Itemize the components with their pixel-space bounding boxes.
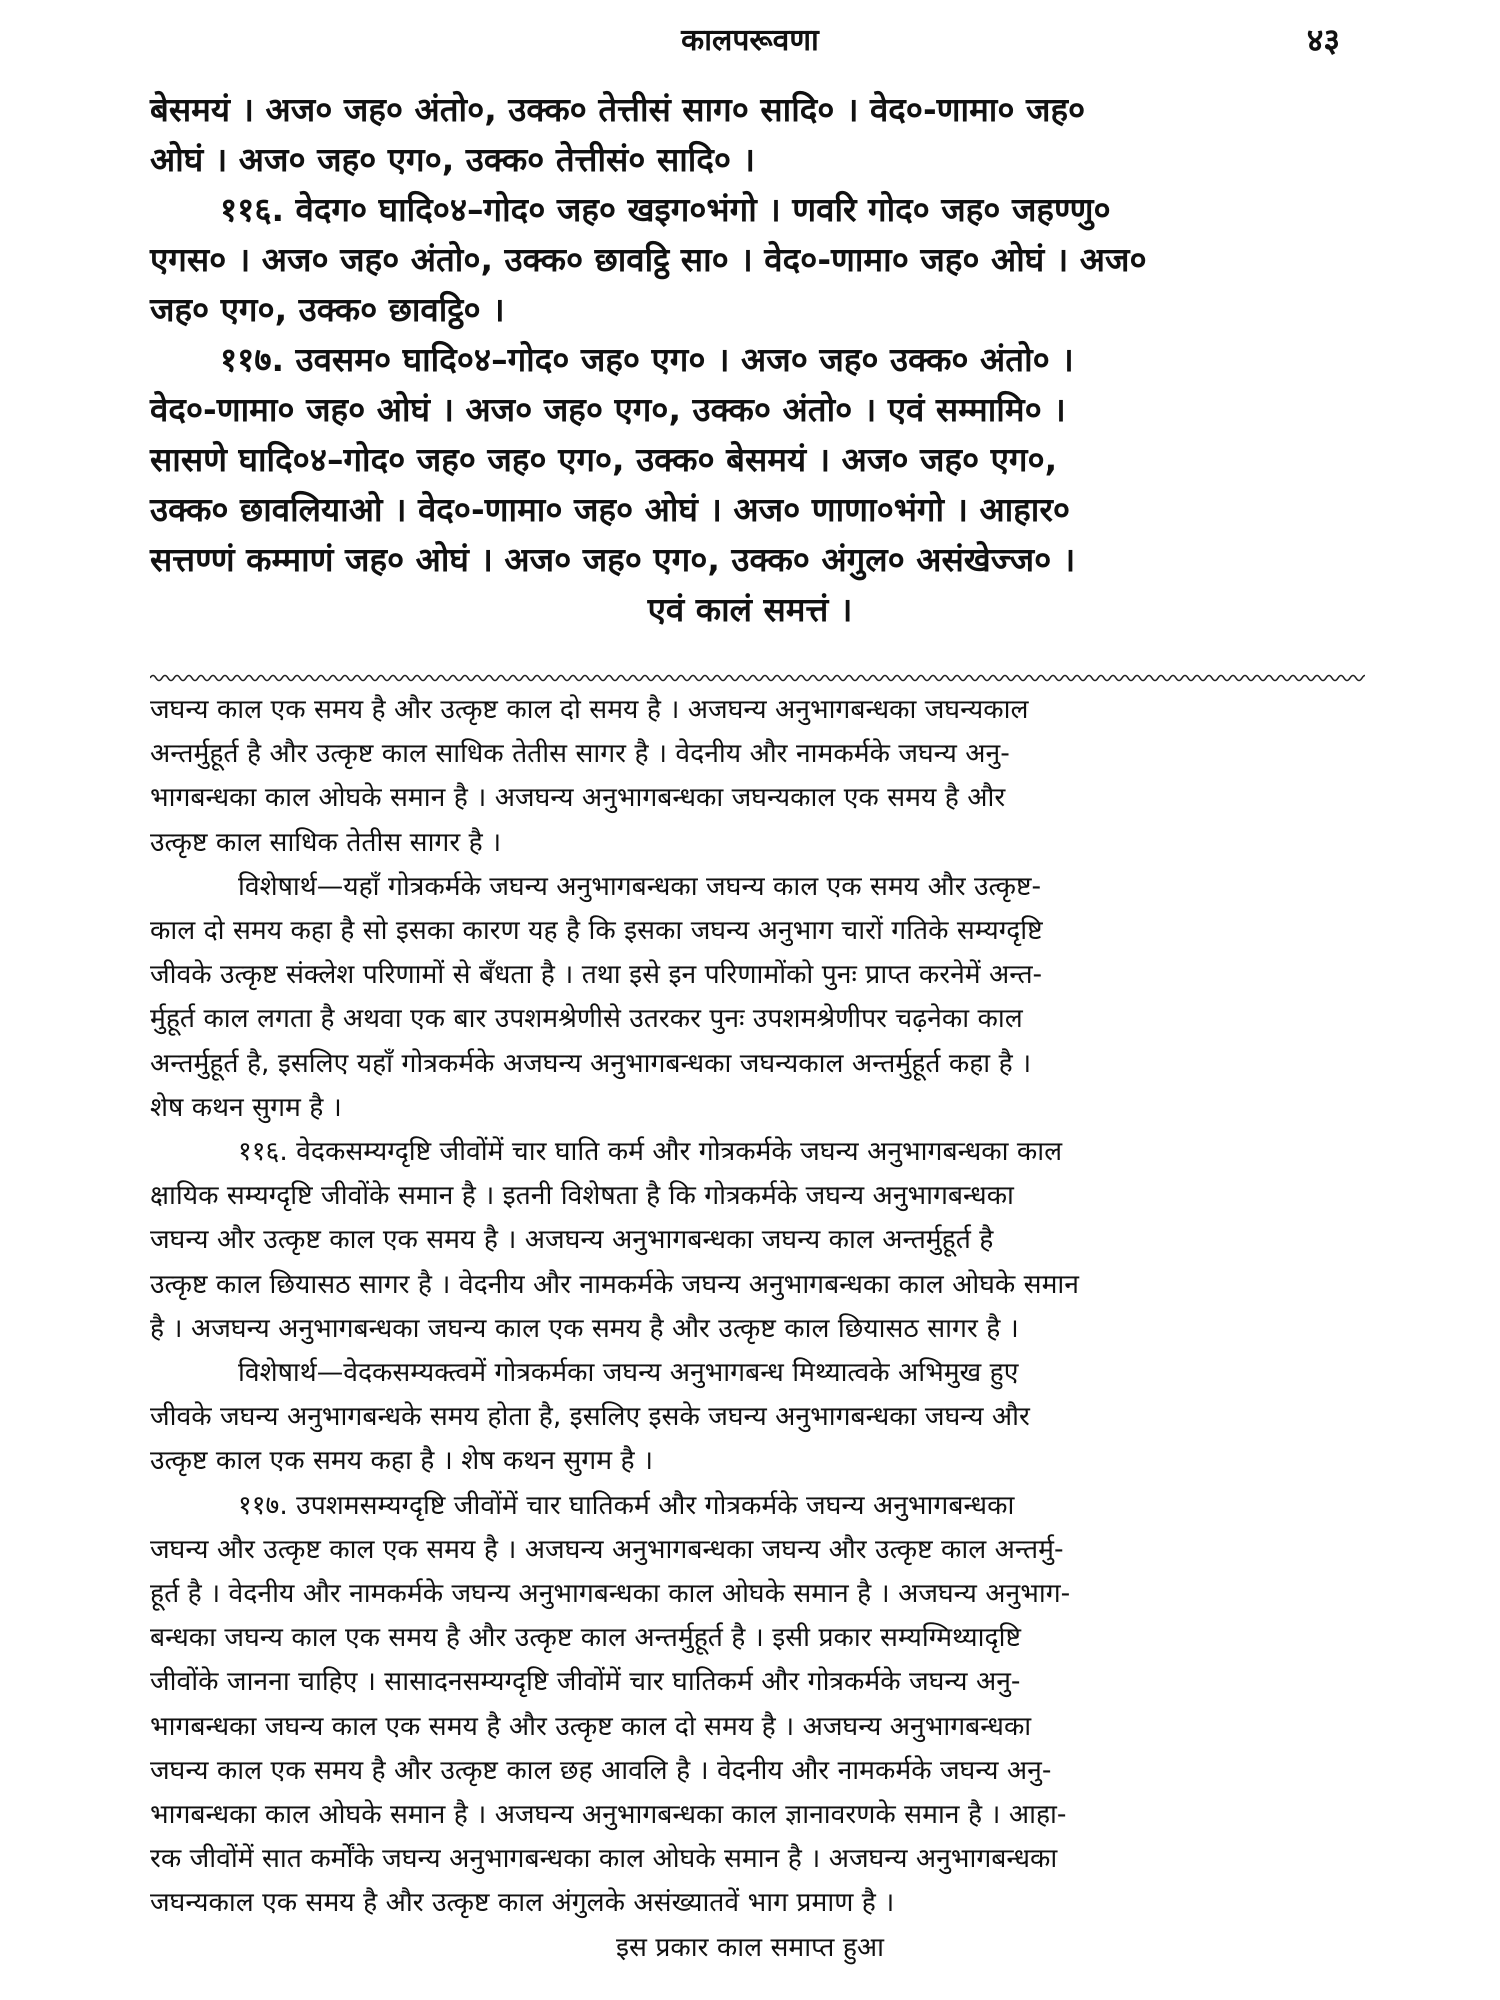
hindi-line: अन्तर्मुहूर्त है, इसलिए यहाँ गोत्रकर्मके अजघन्य अनुभागबन्धका जघन्यकाल अन्तर्मुहूर्त कहा है । [150, 1047, 1032, 1079]
hindi-line: जघन्य काल एक समय है और उत्कृष्ट काल छह आवलि है । वेदनीय और नामकर्मके जघन्य अनु- [150, 1754, 1052, 1786]
hindi-line: जीवके उत्कृष्ट संक्लेश परिणामों से बँधता है । तथा इसे इन परिणामोंको पुनः प्राप्त करनेमें अन्त- [150, 959, 1043, 991]
prakrit-line: उक्क० छावलियाओ । वेद०-णामा० जह० ओघं । अज० णाणा०भंगो । आहार० [150, 490, 1070, 529]
prakrit-line: सासणे घादि०४–गोद० जह० जह० एग०, उक्क० बेसमयं । अज० जह० एग०, [150, 440, 1058, 479]
hindi-line: हूर्त है । वेदनीय और नामकर्मके जघन्य अनुभागबन्धका काल ओघके समान है । अजघन्य अनुभाग- [150, 1578, 1071, 1610]
hindi-line: जघन्य काल एक समय है और उत्कृष्ट काल दो समय है । अजघन्य अनुभागबन्धका जघन्यकाल [150, 694, 1029, 725]
prakrit-conclusion: एवं कालं समत्तं । [647, 590, 853, 629]
prakrit-line: एगस० । अज० जह० अंतो०, उक्क० छावट्ठि सा० । वेद०-णामा० जह० ओघं । अज० [150, 240, 1147, 279]
hindi-line: भागबन्धका जघन्य काल एक समय है और उत्कृष्ट काल दो समय है । अजघन्य अनुभागबन्धका [150, 1710, 1032, 1742]
hindi-line: बन्धका जघन्य काल एक समय है और उत्कृष्ट काल अन्तर्मुहूर्त है । इसी प्रकार सम्यग्मिथ्यादृष्टि [150, 1622, 1021, 1654]
prakrit-line: ११७. उवसम० घादि०४–गोद० जह० एग० । अज० जह० उक्क० अंतो० । [220, 340, 1074, 379]
hindi-line: जघन्य और उत्कृष्ट काल एक समय है । अजघन्य अनुभागबन्धका जघन्य और उत्कृष्ट काल अन्तर्मु- [150, 1533, 1064, 1565]
prakrit-line: बेसमयं । अज० जह० अंतो०, उक्क० तेत्तीसं साग० सादि० । वेद०-णामा० जह० [150, 90, 1086, 129]
hindi-line: जीवके जघन्य अनुभागबन्धके समय होता है, इसलिए इसके जघन्य अनुभागबन्धका जघन्य और [150, 1401, 1030, 1433]
prakrit-line: सत्तण्णं कम्माणं जह० ओघं । अज० जह० एग०, उक्क० अंगुल० असंखेज्ज० । [150, 540, 1076, 579]
hindi-line: उत्कृष्ट काल छियासठ सागर है । वेदनीय और नामकर्मके जघन्य अनुभागबन्धका काल ओघके समान [150, 1268, 1079, 1300]
hindi-line: क्षायिक सम्यग्दृष्टि जीवोंके समान है । इतनी विशेषता है कि गोत्रकर्मके जघन्य अनुभागबन्धका [150, 1180, 1014, 1212]
hindi-line: जीवोंके जानना चाहिए । सासादनसम्यग्दृष्टि जीवोंमें चार घातिकर्म और गोत्रकर्मके जघन्य अनु- [150, 1666, 1021, 1698]
hindi-line: उत्कृष्ट काल एक समय कहा है । शेष कथन सुगम है । [150, 1445, 654, 1477]
prakrit-text-block [150, 85, 1350, 635]
hindi-line: है । अजघन्य अनुभागबन्धका जघन्य काल एक समय है और उत्कृष्ट काल छियासठ सागर है । [150, 1312, 1019, 1344]
hindi-line: विशेषार्थ—वेदकसम्यक्त्वमें गोत्रकर्मका जघन्य अनुभागबन्ध मिथ्यात्वके अभिमुख हुए [238, 1357, 1019, 1389]
hindi-line: भागबन्धका काल ओघके समान है । अजघन्य अनुभागबन्धका काल ज्ञानावरणके समान है । आहा- [150, 1799, 1067, 1831]
hindi-line: रक जीवोंमें सात कर्मोंके जघन्य अनुभागबन्धका काल ओघके समान है । अजघन्य अनुभागबन्धका [150, 1843, 1058, 1875]
hindi-translation-block [150, 688, 1350, 1970]
hindi-line: शेष कथन सुगम है । [150, 1091, 342, 1123]
running-head [150, 18, 1350, 68]
hindi-line: अन्तर्मुहूर्त है और उत्कृष्ट काल साधिक तेतीस सागर है । वेदनीय और नामकर्मके जघन्य अनु- [150, 738, 1010, 770]
hindi-line: उत्कृष्ट काल साधिक तेतीस सागर है । [150, 826, 502, 858]
prakrit-line: ११६. वेदग० घादि०४–गोद० जह० खइग०भंगो । णवरि गोद० जह० जहण्णु० [220, 190, 1111, 229]
hindi-line: ११७. उपशमसम्यग्दृष्टि जीवोंमें चार घातिकर्म और गोत्रकर्मके जघन्य अनुभागबन्धका [238, 1489, 1015, 1521]
hindi-conclusion: इस प्रकार काल समाप्त हुआ [616, 1931, 884, 1963]
hindi-line: जघन्यकाल एक समय है और उत्कृष्ट काल अंगुलके असंख्यातवें भाग प्रमाण है । [150, 1887, 895, 1919]
prakrit-line: जह० एग०, उक्क० छावट्ठि० । [150, 290, 505, 329]
hindi-line: विशेषार्थ—यहाँ गोत्रकर्मके जघन्य अनुभागबन्धका जघन्य काल एक समय और उत्कृष्ट- [238, 870, 1042, 902]
wavy-divider-rule [150, 672, 1365, 684]
running-title: कालपरूवणा [681, 23, 819, 58]
hindi-line: जघन्य और उत्कृष्ट काल एक समय है । अजघन्य अनुभागबन्धका जघन्य काल अन्तर्मुहूर्त है [150, 1224, 994, 1256]
hindi-line: र्मुहूर्त काल लगता है अथवा एक बार उपशमश्रेणीसे उतरकर पुनः उपशमश्रेणीपर चढ़नेका काल [150, 1003, 1023, 1035]
page-number: ४३ [1306, 21, 1340, 59]
prakrit-line: वेद०-णामा० जह० ओघं । अज० जह० एग०, उक्क० अंतो० । एवं सम्मामि० । [150, 390, 1066, 429]
hindi-line: ११६. वेदकसम्यग्दृष्टि जीवोंमें चार घाति कर्म और गोत्रकर्मके जघन्य अनुभागबन्धका काल [238, 1136, 1063, 1168]
hindi-line: भागबन्धका काल ओघके समान है । अजघन्य अनुभागबन्धका जघन्यकाल एक समय है और [150, 782, 1006, 814]
prakrit-line: ओघं । अज० जह० एग०, उक्क० तेत्तीसं० सादि० । [150, 140, 756, 179]
hindi-line: काल दो समय कहा है सो इसका कारण यह है कि इसका जघन्य अनुभाग चारों गतिके सम्यग्दृष्टि [150, 915, 1043, 947]
